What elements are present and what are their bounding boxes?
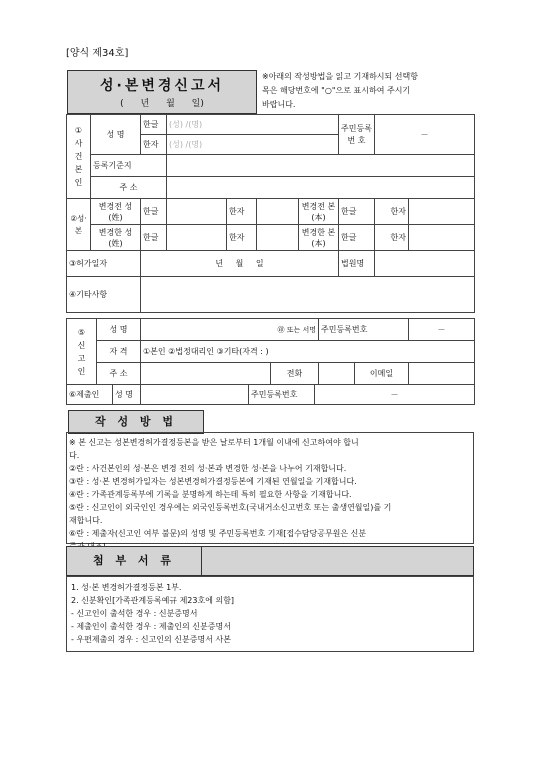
hanja-label: 한자 <box>375 225 409 251</box>
reporter-address-label: 주 소 <box>97 363 141 385</box>
hanja-label: 한자 <box>375 199 409 225</box>
phone-label: 전화 <box>271 363 319 385</box>
attach-line: 2. 신분확인[가족관계등록예규 제23호에 의함] <box>71 596 235 605</box>
reporter-name-label: 성 명 <box>97 319 141 341</box>
title-box <box>67 70 257 114</box>
page-title: 성·본변경신고서 <box>100 78 224 94</box>
hanja-label: 한자 <box>141 135 167 155</box>
name-label: 성 명 <box>91 115 141 155</box>
section5-label: ⑤ 신 고 인 <box>67 319 97 385</box>
attach-line: - 우편제출의 경우 : 신고인의 신분증명서 사본 <box>71 635 231 644</box>
submitter-name-field[interactable] <box>141 385 249 405</box>
address-field[interactable] <box>167 177 475 199</box>
reporter-address-field[interactable] <box>141 363 271 385</box>
attach-line: - 신고인이 출석한 경우 : 신분증명서 <box>71 609 198 618</box>
hangul-label: 한글 <box>339 199 375 225</box>
reporter-signature-field[interactable]: ㊞ 또는 서명 <box>141 319 319 341</box>
submitter-rrn-label: 주민등록번호 <box>249 385 315 405</box>
title-date-line: ( 년 월 일) <box>120 99 204 109</box>
surname-after-hangul-field[interactable] <box>167 225 227 251</box>
other-matters-label: ④기타사항 <box>67 277 141 313</box>
hanja-label: 한자 <box>227 225 257 251</box>
submitter-table <box>66 384 475 405</box>
notice-line: 목은 해당번호에 "○"으로 표시하여 주시기 <box>262 86 411 95</box>
method-line: ③란 : 성·본 변경허가일자는 성본변경허가결정등본에 기재된 연월일을 기재합니다. <box>69 477 357 486</box>
qualification-options[interactable]: ①본인 ②법정대리인 ③기타(자격 : ) <box>141 341 475 363</box>
hanja-label: 한자 <box>227 199 257 225</box>
hangul-name-field[interactable]: (성) /(명) <box>167 115 339 135</box>
bon-before-label: 변경전 본(本) <box>299 199 339 225</box>
attach-title-row <box>66 546 474 576</box>
address-label: 주 소 <box>91 177 167 199</box>
reporter-rrn-field[interactable]: － <box>409 319 475 341</box>
attach-line: - 제출인이 출석한 경우 : 제출인의 신분증명서 <box>71 622 231 631</box>
main-form-table <box>66 114 475 313</box>
surname-before-hangul-field[interactable] <box>167 199 227 225</box>
attach-box <box>66 576 474 652</box>
method-line: ②란 : 사건본인의 성·본은 변경 전의 성·본과 변경한 성·본을 나누어 기재합니다. <box>69 464 347 473</box>
submitter-label: ⑥제출인 <box>67 385 113 405</box>
method-line: ※ 본 신고는 성본변경허가결정등본을 받은 날로부터 1개월 이내에 신고하여야 합니 <box>69 438 359 447</box>
reporter-rrn-label: 주민등록번호 <box>319 319 409 341</box>
surname-before-hanja-field[interactable] <box>257 199 299 225</box>
qualification-label: 자 격 <box>97 341 141 363</box>
reporter-table <box>66 318 475 385</box>
bon-before-field[interactable] <box>409 199 475 225</box>
method-line: 다. <box>69 451 80 460</box>
notice-line: 바랍니다. <box>262 100 296 109</box>
phone-field[interactable] <box>319 363 355 385</box>
rrn-label: 주민등록 번 호 <box>339 115 375 155</box>
hanja-name-field[interactable]: (성) /(명) <box>167 135 339 155</box>
section1-label: ① 사 건 본 인 <box>67 115 91 199</box>
surname-after-hanja-field[interactable] <box>257 225 299 251</box>
section2-label: ②성·본 <box>67 199 91 251</box>
surname-after-label: 변경한 성(姓) <box>91 225 141 251</box>
method-line: ⑤란 : 신고인이 외국인인 경우에는 외국인등록번호(국내거소신고번호 또는 출생연월일)를 기 <box>69 503 392 512</box>
email-label: 이메일 <box>355 363 409 385</box>
rrn-field[interactable]: － <box>375 115 475 155</box>
attach-title: 첨 부 서 류 <box>67 547 202 575</box>
method-line: ⑥란 : 제출자(신고인 여부 불문)의 성명 및 주민등록번호 기재[접수담당공무원은 신분 <box>69 529 367 538</box>
method-title: 작 성 방 법 <box>68 410 204 434</box>
form-number: [양식 제34호] <box>66 48 129 59</box>
court-name-field[interactable] <box>375 251 475 277</box>
notice-line: ※아래의 작성방법을 읽고 기재하시되 선택항 <box>262 72 418 81</box>
permit-date-label: ③허가일자 <box>67 251 141 277</box>
surname-before-label: 변경전 성(姓) <box>91 199 141 225</box>
submitter-name-label: 성 명 <box>113 385 141 405</box>
permit-date-field[interactable]: 년 월 일 <box>141 251 339 277</box>
method-box <box>66 432 474 544</box>
method-line: ④란 : 가족관계등록부에 기록을 분명하게 하는데 특히 필요한 사항을 기재합니다. <box>69 490 352 499</box>
attach-line: 1. 성·본 변경허가결정등본 1부. <box>71 583 182 592</box>
submitter-rrn-field[interactable]: － <box>315 385 475 405</box>
email-field[interactable] <box>409 363 475 385</box>
court-name-label: 법원명 <box>339 251 375 277</box>
registration-base-field[interactable] <box>167 155 475 177</box>
notice-text <box>262 70 478 112</box>
method-line: 재합니다. <box>69 516 103 525</box>
hangul-label: 한글 <box>141 115 167 135</box>
registration-base-label: 등록기준지 <box>91 155 167 177</box>
other-matters-field[interactable] <box>141 277 475 313</box>
hangul-label: 한글 <box>141 199 167 225</box>
hangul-label: 한글 <box>141 225 167 251</box>
bon-after-label: 변경한 본(本) <box>299 225 339 251</box>
hangul-label: 한글 <box>339 225 375 251</box>
bon-after-field[interactable] <box>409 225 475 251</box>
